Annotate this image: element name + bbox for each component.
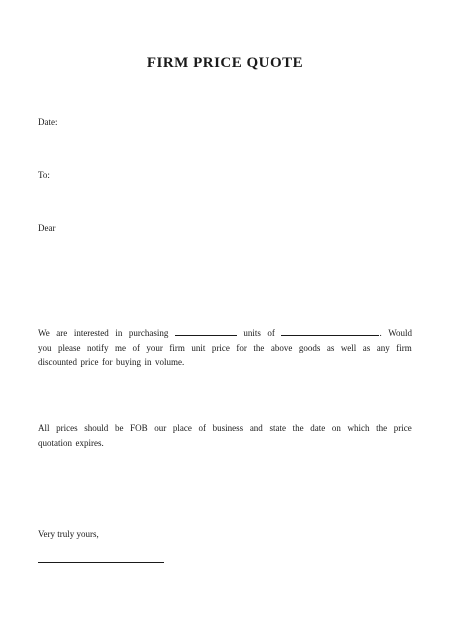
word: buying [116,357,142,367]
word: on [331,423,341,433]
word: in [115,328,123,338]
to-label: To: [38,170,50,180]
word: our [154,423,167,433]
word: the [376,423,388,433]
word: firm [396,342,412,353]
units-quantity-blank[interactable] [175,326,237,336]
word: of [132,342,140,353]
word: notify [86,342,109,353]
word: and [249,423,263,433]
word: discounted [38,357,77,367]
salutation: Dear [38,223,56,233]
paragraph-line [38,341,412,356]
word: prices [56,423,78,433]
word: date [310,423,326,433]
word: purchasing [128,328,169,338]
word: business [212,423,244,433]
paragraph-line [38,421,412,436]
word: volume. [155,357,185,367]
word: price [80,357,99,367]
word: your [146,342,163,353]
word: FOB [130,423,148,433]
request-paragraph [38,326,412,370]
word: are [56,328,68,338]
word: price [211,342,230,353]
word: unit [191,342,206,353]
paragraph-line [38,436,412,451]
terms-paragraph [38,421,412,450]
word: any [376,342,390,353]
word: units [243,328,261,338]
word: of [198,423,207,433]
word: place [172,423,192,433]
word: the [253,342,265,353]
word: interested [73,328,109,338]
word: We [38,328,50,338]
word: well [340,342,357,353]
word: you [38,342,52,353]
document-title: FIRM PRICE QUOTE [146,55,304,71]
signature-line[interactable] [38,562,164,563]
word: me [114,342,126,353]
paragraph-line [38,355,412,370]
word: please [57,342,81,353]
word: goods [298,342,321,353]
item-description-blank[interactable] [281,326,379,336]
word: be [114,423,124,433]
word: in [144,357,152,367]
word: above [270,342,293,353]
word: of [267,328,275,338]
closing-text: Very truly yours, [38,529,99,539]
word: for [102,357,113,367]
word: price [393,423,412,433]
word: as [326,342,335,353]
word: for [236,342,247,353]
word: quotation [38,437,72,448]
word: firm [169,342,185,353]
word: expires. [75,437,104,448]
word: should [84,423,109,433]
date-label: Date: [38,117,58,127]
paragraph-line [38,326,412,341]
word: state [269,423,286,433]
word: All [38,423,50,433]
item-blank-group[interactable]: . [281,326,381,341]
word: which [347,423,370,433]
word: as [362,342,371,353]
word: the [292,423,304,433]
word: Would [388,328,412,338]
